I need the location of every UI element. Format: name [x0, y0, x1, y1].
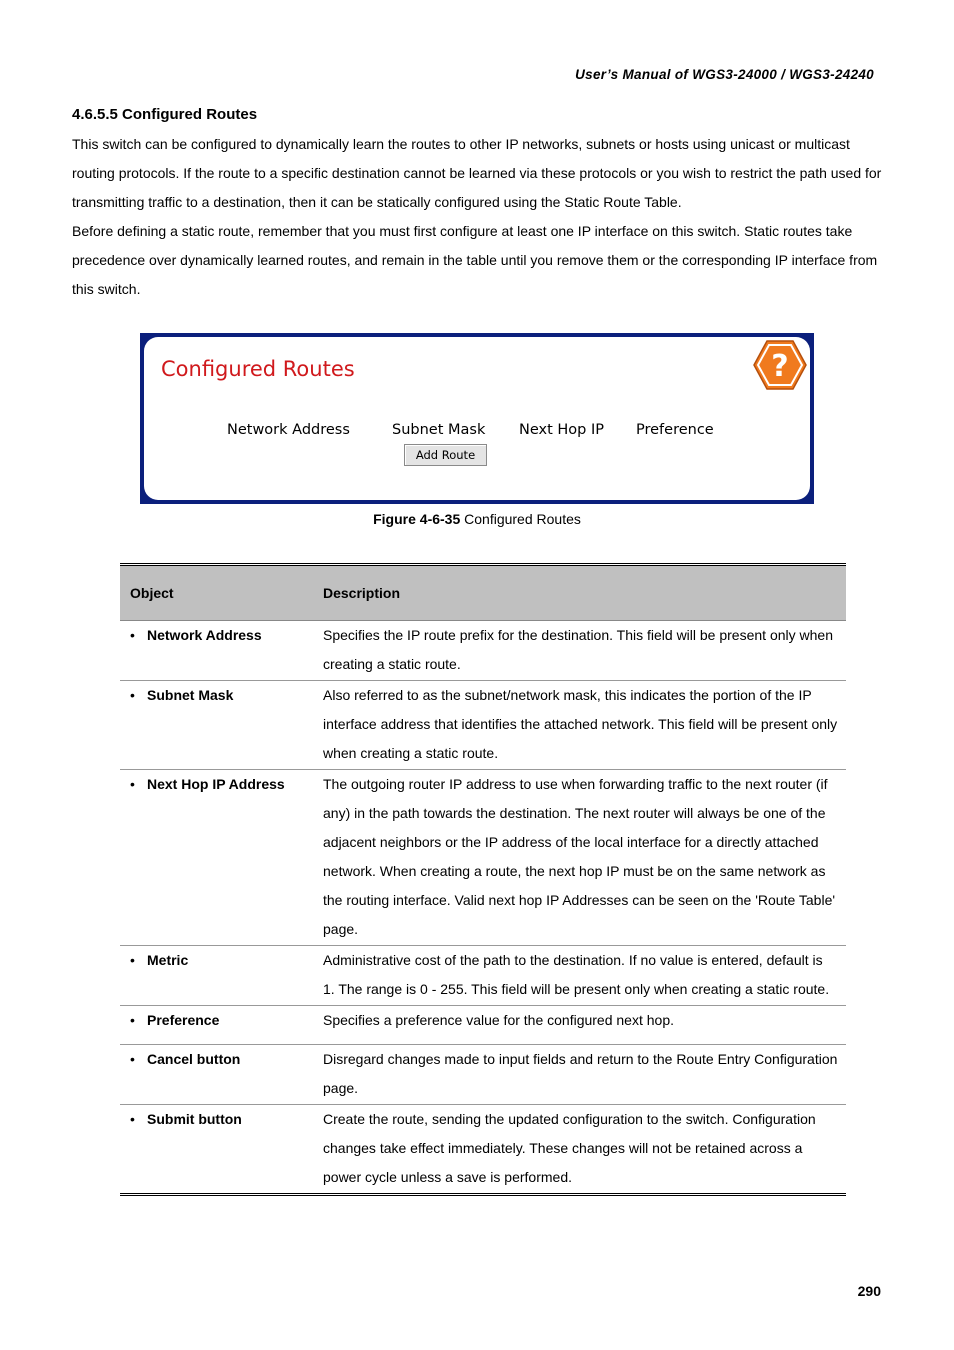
description-table [120, 563, 846, 1196]
add-route-button[interactable]: Add Route [404, 444, 487, 466]
row-description: Specifies the IP route prefix for the destination. This field will be present only when creating a static route. [323, 627, 833, 672]
row-object: • Cancel button [120, 1045, 313, 1104]
row-description: Specifies a preference value for the configured next hop. [323, 1012, 674, 1028]
column-next-hop-ip: Next Hop IP [519, 422, 604, 438]
column-preference: Preference [636, 422, 714, 438]
row-object: • Submit button [120, 1105, 313, 1193]
column-network-address: Network Address [227, 422, 350, 438]
table-row [120, 1105, 846, 1193]
table-row [120, 681, 846, 770]
screenshot-panel [144, 337, 810, 500]
column-subnet-mask: Subnet Mask [392, 422, 486, 438]
configured-routes-screenshot [140, 333, 814, 504]
table-row [120, 770, 846, 946]
header-description: Description [323, 585, 401, 601]
figure-caption [0, 511, 954, 527]
row-description: Administrative cost of the path to the destination. If no value is entered, default is 1. The range is 0 - 255. This field will be present only when creating a static route. [323, 952, 830, 997]
figure-caption-text: Configured Routes [460, 511, 581, 527]
panel-title: Configured Routes [161, 357, 355, 381]
row-description: The outgoing router IP address to use when forwarding traffic to the next router (if any) in the path towards the destination. The next router will always be one of the adjacent neighbors or the IP address of the local interface for a directly attached network. When creating a route, the next hop IP must be on the same network as the routing interface. Valid next hop IP Addresses can be seen on the 'Route Table' page. [323, 776, 836, 937]
section-title: 4.6.5.5 Configured Routes [72, 106, 258, 123]
row-object: • Metric [120, 946, 313, 1005]
table-row [120, 946, 846, 1006]
row-description: Also referred to as the subnet/network mask, this indicates the portion of the IP interface address that identifies the attached network. This field will be present only when creating a static route. [323, 687, 838, 761]
row-object: • Next Hop IP Address [120, 770, 313, 945]
table-row [120, 1006, 846, 1045]
row-object: • Network Address [120, 621, 313, 680]
manual-header: User’s Manual of WGS3-24000 / WGS3-24240 [575, 67, 874, 82]
svg-text:?: ? [771, 349, 789, 384]
row-description: Disregard changes made to input fields and return to the Route Entry Configuration page. [323, 1051, 838, 1096]
row-description: Create the route, sending the updated configuration to the switch. Configuration changes take effect immediately. These changes will not be retained across a power cycle unless a save is performed. [323, 1111, 816, 1185]
header-object: Object [130, 585, 174, 601]
row-object: • Preference [120, 1006, 313, 1036]
table-header [120, 566, 846, 621]
table-row [120, 1045, 846, 1105]
table-row [120, 621, 846, 681]
question-mark-icon[interactable] [752, 339, 808, 391]
page-number: 290 [857, 1283, 881, 1299]
figure-caption-number: Figure 4-6-35 [373, 511, 461, 527]
row-object: • Subnet Mask [120, 681, 313, 769]
intro-paragraph-2: Before defining a static route, remember that you must first configure at least one IP interface on this switch. Static routes take precedence over dynamically learned routes, and remain in the table until you remove them or the corresponding IP interface from this switch. [72, 223, 878, 297]
intro-paragraph-1: This switch can be configured to dynamically learn the routes to other IP networks, subnets or hosts using unicast or multicast routing protocols. If the route to a specific destination cannot be learned via these protocols or you wish to restrict the path used for transmitting traffic to a destination, then it can be statically configured using the Static Route Table. [72, 136, 882, 210]
